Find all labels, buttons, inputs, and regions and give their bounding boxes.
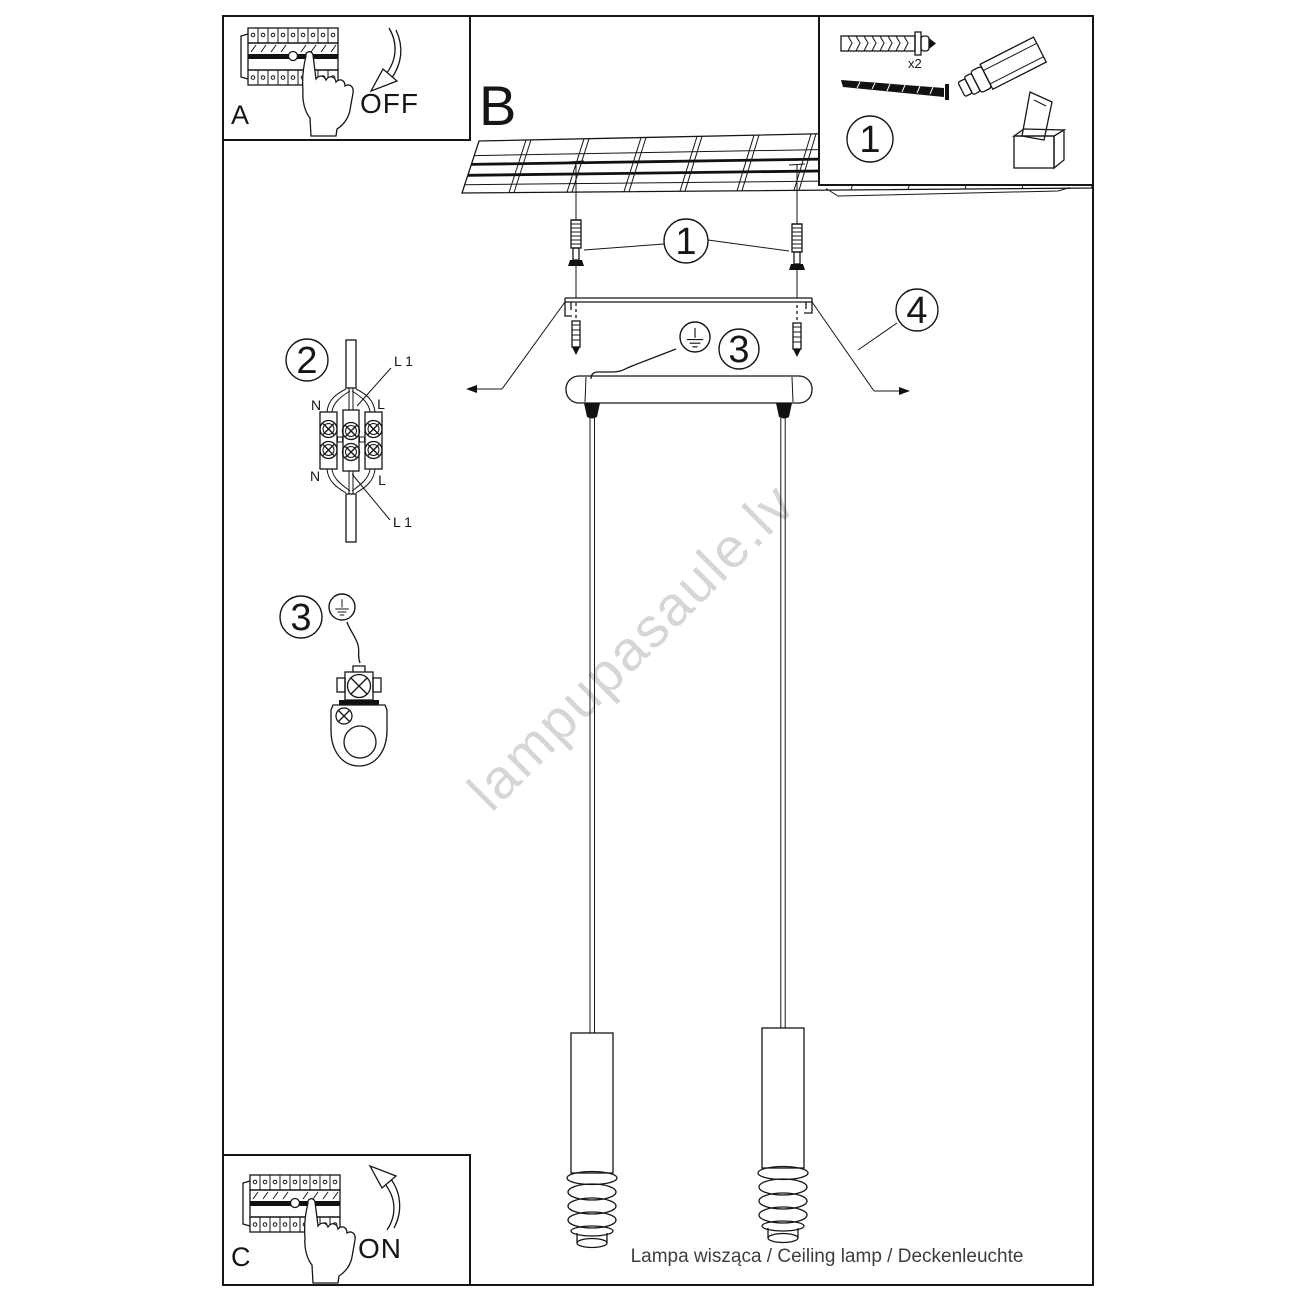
label-l-bottom: L <box>378 472 386 488</box>
label-l-top: L <box>377 396 385 412</box>
step-a-box <box>223 16 470 140</box>
step-c-state: ON <box>358 1233 402 1264</box>
callout-1-number: 1 <box>675 221 697 263</box>
callout-2-number: 2 <box>296 340 318 382</box>
label-n-top: N <box>310 397 322 413</box>
callout-3-canopy-number: 3 <box>728 329 750 371</box>
watermark-text: lampupasaule.lv <box>455 470 808 823</box>
step-a-label: A <box>231 100 250 130</box>
step-c-label: C <box>231 1242 251 1272</box>
screw-quantity-label: x2 <box>908 56 922 71</box>
step-c-box <box>223 1155 470 1285</box>
parts-number: 1 <box>859 119 881 161</box>
callout-4-number: 4 <box>906 290 928 332</box>
label-l1-top: L 1 <box>394 353 413 369</box>
parts-box <box>819 16 1093 185</box>
step-a-border <box>223 16 470 140</box>
product-caption: Lampa wisząca / Ceiling lamp / Deckenleuchte <box>630 1246 1024 1267</box>
label-n-bottom: N <box>309 468 321 484</box>
step-b-label: B <box>479 74 517 137</box>
step-a-state: OFF <box>360 88 419 119</box>
callout-3-number: 3 <box>290 597 312 639</box>
label-l1-bottom: L 1 <box>393 514 412 530</box>
